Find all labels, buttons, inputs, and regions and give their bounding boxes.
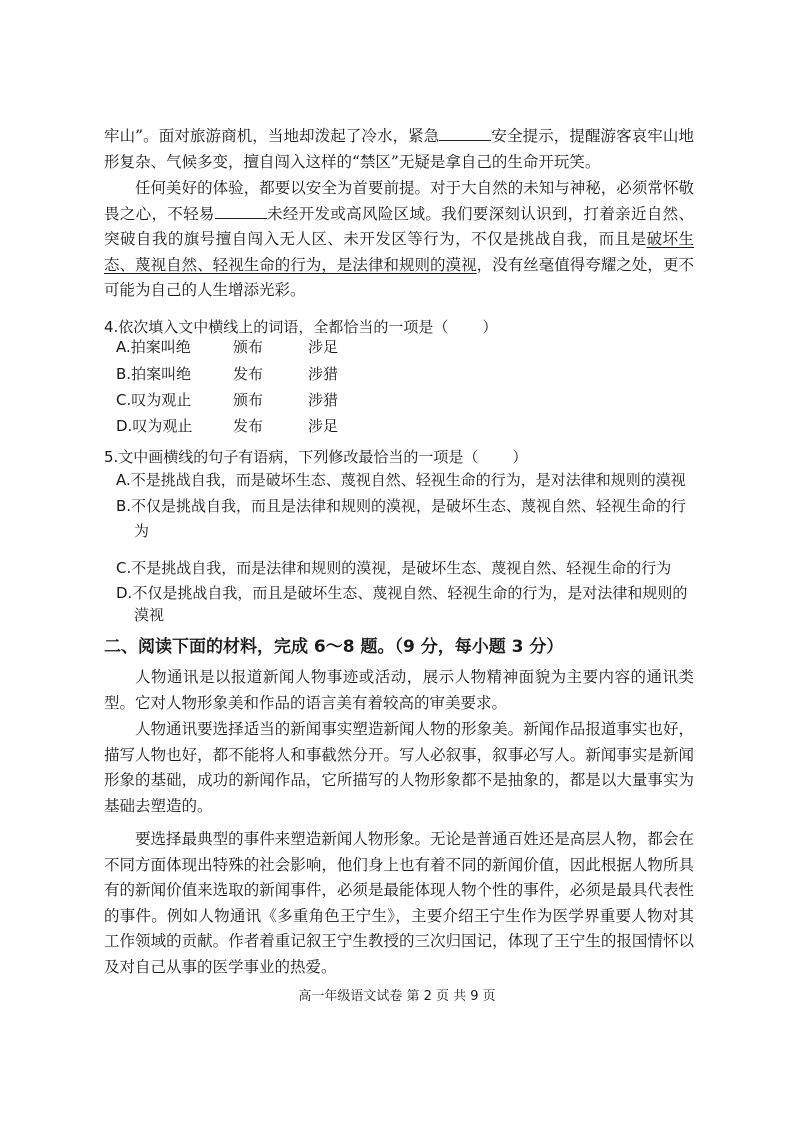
option-word: 叹为观止 [131,391,192,409]
passage-text: 任何美好的体验，都要以安全为首要前提。对于大自然的未知与神秘，必须常怀敬畏之心，不轻易 [104,179,694,223]
passage-paragraph-1 [104,124,694,175]
question-5-option-a: A.不是挑战自我，而是破坏生态、蔑视自然、轻视生命的行为，是对法律和规则的漠视 [116,471,686,489]
fill-blank-1 [439,126,491,141]
question-paren-close: ） [482,318,498,336]
option-word: 拍案叫绝 [130,338,191,356]
question-5-option-b: B.不仅是挑战自我，而且是法律和规则的漠视，是破坏生态、蔑视自然、轻视生命的行 [116,497,687,515]
option-word: 发布 [233,417,264,435]
option-word: 涉猎 [308,365,339,383]
section-heading: 二、阅读下面的材料，完成 6～8 题。（9 分，每小题 3 分） [104,637,564,657]
page-footer: 高一年级语文试卷 第 2 页 共 9 页 [298,989,496,1004]
question-5-stem [104,446,704,468]
material-paragraph-3: 要选择最典型的事件来塑造新闻人物形象。无论是普通百姓还是高层人物，都会在不同方面体现出特殊的社会影响，他们身上也有着不同的新闻价值，因此根据人物所具有的新闻价值来选取的新闻事件，必须是最能体现人物个性的事件，必须是最具代表性的事件。例如人物通讯《多重角色王宁生》，主要介绍王宁生作为医学界重要人物对其工作领域的贡献。作者着重记叙王宁生教授的三次归国记，体现了王宁生的报国情怀以及对自己从事的医学事业的热爱。 [104,830,694,976]
question-5-option-d: D.不仅是挑战自我，而且是破坏生态、蔑视自然、轻视生命的行为，是对法律和规则的 [116,584,688,602]
option-label: B. [116,365,132,383]
passage-text: 未经开发或高风险区域。我们要深刻认识到，打着亲近自然、突破自我的旗号擅自闯入无人区、未开发区等行为，不仅是挑战自我，而且是 [104,204,694,248]
option-word: 发布 [233,365,264,383]
option-word: 涉足 [308,338,339,356]
question-4-option-c [116,388,706,413]
option-word: 涉猎 [308,391,339,409]
question-5-option-d-cont: 漠视 [134,606,165,624]
question-5-option-b-cont: 为 [134,522,150,540]
material-paragraph-2: 人物通讯要选择适当的新闻事实塑造新闻人物的形象美。新闻作品报道事实也好，描写人物也好，都不能将人和事截然分开。写人必叙事，叙事必写人。新闻事实是新闻形象的基础，成功的新闻作品，它所描写的人物形象都不是抽象的，都是以大量事实为基础去塑造的。 [104,720,694,815]
option-word: 颁布 [233,391,264,409]
question-4-option-a [116,335,706,360]
question-4-option-b [116,362,706,387]
passage-text: 牢山”。面对旅游商机，当地却泼起了冷水，紧急 [104,127,440,145]
underlined-sentence: 破坏生态、蔑视自然、轻视生命的行为，是法律和规则的漠视 [104,230,694,274]
passage-text: 安全提示，提醒游客哀牢山地形复杂、气候多变，擅自闯入这样的“禁区”无疑是拿自己的生命开玩笑。 [104,127,694,171]
question-paren-close: ） [512,448,528,466]
question-text: 5.文中画横线的句子有语病，下列修改最恰当的一项是（ [104,448,479,466]
passage-text: ，没有丝毫值得夸耀之处，更不可能为自己的人生增添光彩。 [104,255,694,299]
option-word: 叹为观止 [132,417,193,435]
question-4-option-d [116,414,706,439]
passage-paragraph-2 [104,176,694,304]
option-label: A. [116,338,131,356]
question-text: 4.依次填入文中横线上的词语，全都恰当的一项是（ [104,318,449,336]
option-word: 拍案叫绝 [131,365,192,383]
fill-blank-2 [215,204,267,219]
option-word: 涉足 [308,417,339,435]
option-label: D. [116,417,133,435]
material-paragraph-1: 人物通讯是以报道新闻人物事迹或活动，展示人物精神面貌为主要内容的通讯类型。它对人物形象美和作品的语言美有着较高的审美要求。 [104,668,694,712]
question-5-option-c: C.不是挑战自我，而是法律和规则的漠视，是破坏生态、蔑视自然、轻视生命的行为 [116,559,672,577]
option-label: C. [116,391,132,409]
option-word: 颁布 [233,338,264,356]
